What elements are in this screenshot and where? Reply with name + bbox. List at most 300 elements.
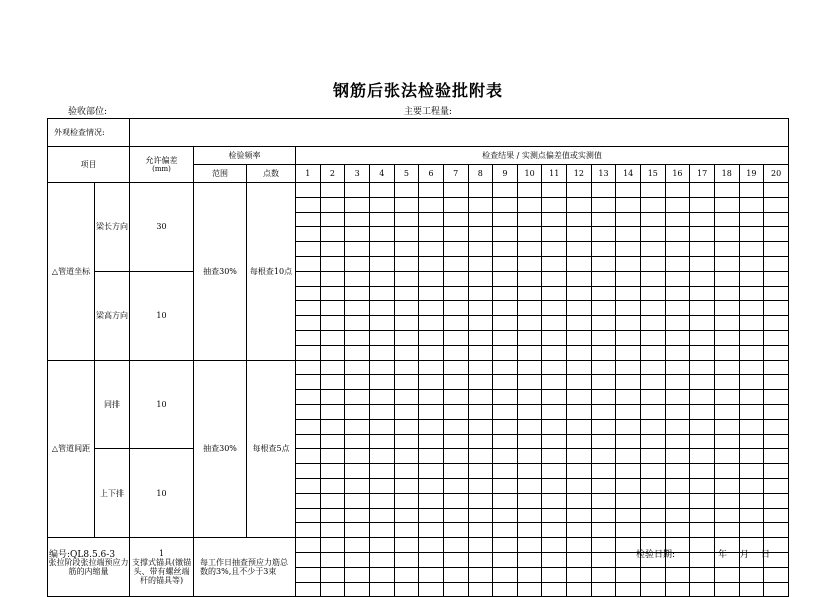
result-cell[interactable] bbox=[665, 449, 690, 464]
result-cell[interactable] bbox=[542, 197, 567, 212]
result-cell[interactable] bbox=[443, 390, 468, 405]
result-cell[interactable] bbox=[616, 478, 641, 493]
result-cell[interactable] bbox=[517, 552, 542, 567]
result-cell[interactable] bbox=[690, 316, 715, 331]
result-cell[interactable] bbox=[394, 493, 419, 508]
result-cell[interactable] bbox=[591, 286, 616, 301]
result-cell[interactable] bbox=[320, 478, 345, 493]
result-cell[interactable] bbox=[591, 242, 616, 257]
result-cell[interactable] bbox=[320, 449, 345, 464]
result-cell[interactable] bbox=[665, 390, 690, 405]
result-cell[interactable] bbox=[665, 256, 690, 271]
result-cell[interactable] bbox=[739, 434, 764, 449]
result-cell[interactable] bbox=[591, 301, 616, 316]
result-cell[interactable] bbox=[320, 301, 345, 316]
result-cell[interactable] bbox=[296, 464, 321, 479]
result-cell[interactable] bbox=[640, 404, 665, 419]
result-cell[interactable] bbox=[517, 493, 542, 508]
result-cell[interactable] bbox=[468, 360, 493, 375]
result-cell[interactable] bbox=[764, 183, 789, 198]
result-cell[interactable] bbox=[320, 316, 345, 331]
result-cell[interactable] bbox=[493, 523, 518, 538]
result-cell[interactable] bbox=[468, 183, 493, 198]
result-cell[interactable] bbox=[616, 464, 641, 479]
result-cell[interactable] bbox=[369, 316, 394, 331]
result-cell[interactable] bbox=[419, 242, 444, 257]
result-cell[interactable] bbox=[591, 582, 616, 597]
result-cell[interactable] bbox=[493, 419, 518, 434]
result-cell[interactable] bbox=[468, 508, 493, 523]
result-cell[interactable] bbox=[443, 345, 468, 360]
result-cell[interactable] bbox=[320, 212, 345, 227]
result-cell[interactable] bbox=[739, 478, 764, 493]
result-cell[interactable] bbox=[665, 360, 690, 375]
result-cell[interactable] bbox=[394, 404, 419, 419]
result-cell[interactable] bbox=[419, 227, 444, 242]
result-cell[interactable] bbox=[665, 271, 690, 286]
result-cell[interactable] bbox=[394, 538, 419, 553]
result-cell[interactable] bbox=[320, 197, 345, 212]
result-cell[interactable] bbox=[739, 419, 764, 434]
result-cell[interactable] bbox=[591, 419, 616, 434]
result-cell[interactable] bbox=[739, 212, 764, 227]
result-cell[interactable] bbox=[419, 478, 444, 493]
result-cell[interactable] bbox=[690, 404, 715, 419]
result-cell[interactable] bbox=[714, 523, 739, 538]
result-cell[interactable] bbox=[394, 449, 419, 464]
result-cell[interactable] bbox=[369, 567, 394, 582]
result-cell[interactable] bbox=[616, 375, 641, 390]
result-cell[interactable] bbox=[714, 227, 739, 242]
result-cell[interactable] bbox=[714, 271, 739, 286]
result-cell[interactable] bbox=[345, 567, 370, 582]
result-cell[interactable] bbox=[665, 227, 690, 242]
result-cell[interactable] bbox=[739, 197, 764, 212]
result-cell[interactable] bbox=[690, 197, 715, 212]
result-cell[interactable] bbox=[493, 256, 518, 271]
result-cell[interactable] bbox=[320, 375, 345, 390]
result-cell[interactable] bbox=[690, 567, 715, 582]
result-cell[interactable] bbox=[517, 271, 542, 286]
result-cell[interactable] bbox=[714, 375, 739, 390]
result-cell[interactable] bbox=[493, 552, 518, 567]
result-cell[interactable] bbox=[493, 345, 518, 360]
result-cell[interactable] bbox=[493, 197, 518, 212]
result-cell[interactable] bbox=[714, 286, 739, 301]
result-cell[interactable] bbox=[394, 464, 419, 479]
result-cell[interactable] bbox=[591, 316, 616, 331]
result-cell[interactable] bbox=[616, 567, 641, 582]
result-cell[interactable] bbox=[591, 478, 616, 493]
result-cell[interactable] bbox=[493, 390, 518, 405]
result-cell[interactable] bbox=[542, 375, 567, 390]
result-cell[interactable] bbox=[443, 582, 468, 597]
result-cell[interactable] bbox=[665, 345, 690, 360]
result-cell[interactable] bbox=[665, 316, 690, 331]
result-cell[interactable] bbox=[419, 212, 444, 227]
result-cell[interactable] bbox=[591, 375, 616, 390]
result-cell[interactable] bbox=[640, 256, 665, 271]
result-cell[interactable] bbox=[714, 390, 739, 405]
result-cell[interactable] bbox=[443, 493, 468, 508]
result-cell[interactable] bbox=[567, 523, 592, 538]
result-cell[interactable] bbox=[640, 419, 665, 434]
result-cell[interactable] bbox=[443, 212, 468, 227]
result-cell[interactable] bbox=[567, 183, 592, 198]
result-cell[interactable] bbox=[468, 478, 493, 493]
result-cell[interactable] bbox=[739, 404, 764, 419]
result-cell[interactable] bbox=[468, 256, 493, 271]
result-cell[interactable] bbox=[591, 197, 616, 212]
result-cell[interactable] bbox=[640, 197, 665, 212]
result-cell[interactable] bbox=[764, 197, 789, 212]
result-cell[interactable] bbox=[296, 552, 321, 567]
result-cell[interactable] bbox=[468, 390, 493, 405]
result-cell[interactable] bbox=[320, 271, 345, 286]
result-cell[interactable] bbox=[345, 301, 370, 316]
result-cell[interactable] bbox=[517, 508, 542, 523]
result-cell[interactable] bbox=[493, 582, 518, 597]
result-cell[interactable] bbox=[739, 286, 764, 301]
result-cell[interactable] bbox=[443, 330, 468, 345]
result-cell[interactable] bbox=[468, 449, 493, 464]
result-cell[interactable] bbox=[739, 567, 764, 582]
result-cell[interactable] bbox=[542, 183, 567, 198]
result-cell[interactable] bbox=[542, 271, 567, 286]
result-cell[interactable] bbox=[443, 183, 468, 198]
result-cell[interactable] bbox=[714, 345, 739, 360]
result-cell[interactable] bbox=[640, 227, 665, 242]
result-cell[interactable] bbox=[345, 508, 370, 523]
result-cell[interactable] bbox=[640, 345, 665, 360]
result-cell[interactable] bbox=[345, 316, 370, 331]
result-cell[interactable] bbox=[493, 183, 518, 198]
result-cell[interactable] bbox=[296, 419, 321, 434]
result-cell[interactable] bbox=[296, 360, 321, 375]
result-cell[interactable] bbox=[591, 345, 616, 360]
result-cell[interactable] bbox=[739, 183, 764, 198]
result-cell[interactable] bbox=[493, 271, 518, 286]
result-cell[interactable] bbox=[394, 582, 419, 597]
result-cell[interactable] bbox=[345, 227, 370, 242]
result-cell[interactable] bbox=[739, 508, 764, 523]
result-cell[interactable] bbox=[616, 345, 641, 360]
result-cell[interactable] bbox=[764, 508, 789, 523]
result-cell[interactable] bbox=[591, 212, 616, 227]
result-cell[interactable] bbox=[369, 478, 394, 493]
result-cell[interactable] bbox=[690, 330, 715, 345]
result-cell[interactable] bbox=[443, 286, 468, 301]
result-cell[interactable] bbox=[714, 212, 739, 227]
result-cell[interactable] bbox=[567, 301, 592, 316]
result-cell[interactable] bbox=[542, 301, 567, 316]
result-cell[interactable] bbox=[764, 301, 789, 316]
result-cell[interactable] bbox=[690, 212, 715, 227]
result-cell[interactable] bbox=[640, 183, 665, 198]
result-cell[interactable] bbox=[443, 271, 468, 286]
result-cell[interactable] bbox=[591, 493, 616, 508]
result-cell[interactable] bbox=[419, 375, 444, 390]
result-cell[interactable] bbox=[517, 227, 542, 242]
result-cell[interactable] bbox=[640, 271, 665, 286]
result-cell[interactable] bbox=[567, 464, 592, 479]
result-cell[interactable] bbox=[369, 330, 394, 345]
result-cell[interactable] bbox=[714, 404, 739, 419]
result-cell[interactable] bbox=[665, 301, 690, 316]
result-cell[interactable] bbox=[443, 242, 468, 257]
result-cell[interactable] bbox=[567, 434, 592, 449]
result-cell[interactable] bbox=[345, 552, 370, 567]
result-cell[interactable] bbox=[567, 212, 592, 227]
result-cell[interactable] bbox=[690, 552, 715, 567]
result-cell[interactable] bbox=[640, 582, 665, 597]
result-cell[interactable] bbox=[493, 464, 518, 479]
result-cell[interactable] bbox=[764, 434, 789, 449]
result-cell[interactable] bbox=[714, 478, 739, 493]
result-cell[interactable] bbox=[591, 360, 616, 375]
result-cell[interactable] bbox=[591, 330, 616, 345]
result-cell[interactable] bbox=[567, 390, 592, 405]
result-cell[interactable] bbox=[517, 538, 542, 553]
result-cell[interactable] bbox=[690, 242, 715, 257]
result-cell[interactable] bbox=[739, 582, 764, 597]
result-cell[interactable] bbox=[764, 227, 789, 242]
result-cell[interactable] bbox=[616, 449, 641, 464]
result-cell[interactable] bbox=[739, 464, 764, 479]
result-cell[interactable] bbox=[640, 286, 665, 301]
result-cell[interactable] bbox=[517, 360, 542, 375]
result-cell[interactable] bbox=[345, 582, 370, 597]
result-cell[interactable] bbox=[369, 508, 394, 523]
result-cell[interactable] bbox=[320, 227, 345, 242]
result-cell[interactable] bbox=[542, 286, 567, 301]
result-cell[interactable] bbox=[296, 390, 321, 405]
result-cell[interactable] bbox=[419, 390, 444, 405]
result-cell[interactable] bbox=[739, 345, 764, 360]
result-cell[interactable] bbox=[296, 301, 321, 316]
result-cell[interactable] bbox=[345, 286, 370, 301]
result-cell[interactable] bbox=[345, 256, 370, 271]
result-cell[interactable] bbox=[419, 256, 444, 271]
result-cell[interactable] bbox=[567, 316, 592, 331]
result-cell[interactable] bbox=[419, 183, 444, 198]
result-cell[interactable] bbox=[567, 227, 592, 242]
result-cell[interactable] bbox=[567, 286, 592, 301]
result-cell[interactable] bbox=[468, 301, 493, 316]
result-cell[interactable] bbox=[690, 183, 715, 198]
result-cell[interactable] bbox=[665, 582, 690, 597]
result-cell[interactable] bbox=[419, 345, 444, 360]
result-cell[interactable] bbox=[419, 360, 444, 375]
result-cell[interactable] bbox=[394, 523, 419, 538]
result-cell[interactable] bbox=[665, 523, 690, 538]
result-cell[interactable] bbox=[542, 434, 567, 449]
result-cell[interactable] bbox=[591, 271, 616, 286]
result-cell[interactable] bbox=[690, 464, 715, 479]
result-cell[interactable] bbox=[542, 242, 567, 257]
result-cell[interactable] bbox=[690, 390, 715, 405]
result-cell[interactable] bbox=[443, 301, 468, 316]
result-cell[interactable] bbox=[394, 301, 419, 316]
result-cell[interactable] bbox=[640, 375, 665, 390]
result-cell[interactable] bbox=[419, 523, 444, 538]
result-cell[interactable] bbox=[419, 434, 444, 449]
result-cell[interactable] bbox=[517, 419, 542, 434]
result-cell[interactable] bbox=[345, 419, 370, 434]
result-cell[interactable] bbox=[640, 242, 665, 257]
result-cell[interactable] bbox=[616, 330, 641, 345]
result-cell[interactable] bbox=[714, 582, 739, 597]
result-cell[interactable] bbox=[394, 419, 419, 434]
result-cell[interactable] bbox=[690, 538, 715, 553]
result-cell[interactable] bbox=[640, 434, 665, 449]
result-cell[interactable] bbox=[394, 197, 419, 212]
result-cell[interactable] bbox=[443, 567, 468, 582]
result-cell[interactable] bbox=[468, 197, 493, 212]
result-cell[interactable] bbox=[690, 256, 715, 271]
result-cell[interactable] bbox=[739, 523, 764, 538]
result-cell[interactable] bbox=[296, 538, 321, 553]
result-cell[interactable] bbox=[542, 464, 567, 479]
result-cell[interactable] bbox=[443, 464, 468, 479]
result-cell[interactable] bbox=[419, 197, 444, 212]
result-cell[interactable] bbox=[369, 582, 394, 597]
result-cell[interactable] bbox=[369, 404, 394, 419]
result-cell[interactable] bbox=[714, 242, 739, 257]
result-cell[interactable] bbox=[542, 360, 567, 375]
result-cell[interactable] bbox=[542, 256, 567, 271]
result-cell[interactable] bbox=[714, 464, 739, 479]
result-cell[interactable] bbox=[468, 404, 493, 419]
result-cell[interactable] bbox=[690, 493, 715, 508]
result-cell[interactable] bbox=[320, 242, 345, 257]
result-cell[interactable] bbox=[739, 375, 764, 390]
result-cell[interactable] bbox=[542, 345, 567, 360]
result-cell[interactable] bbox=[369, 301, 394, 316]
result-cell[interactable] bbox=[419, 330, 444, 345]
result-cell[interactable] bbox=[739, 227, 764, 242]
result-cell[interactable] bbox=[345, 493, 370, 508]
result-cell[interactable] bbox=[345, 183, 370, 198]
result-cell[interactable] bbox=[468, 464, 493, 479]
result-cell[interactable] bbox=[419, 464, 444, 479]
result-cell[interactable] bbox=[369, 345, 394, 360]
result-cell[interactable] bbox=[296, 212, 321, 227]
result-cell[interactable] bbox=[419, 286, 444, 301]
result-cell[interactable] bbox=[764, 316, 789, 331]
result-cell[interactable] bbox=[345, 449, 370, 464]
result-cell[interactable] bbox=[714, 183, 739, 198]
result-cell[interactable] bbox=[616, 419, 641, 434]
result-cell[interactable] bbox=[616, 493, 641, 508]
result-cell[interactable] bbox=[345, 360, 370, 375]
result-cell[interactable] bbox=[764, 330, 789, 345]
result-cell[interactable] bbox=[296, 404, 321, 419]
result-cell[interactable] bbox=[493, 286, 518, 301]
result-cell[interactable] bbox=[296, 316, 321, 331]
result-cell[interactable] bbox=[517, 212, 542, 227]
result-cell[interactable] bbox=[493, 227, 518, 242]
result-cell[interactable] bbox=[369, 449, 394, 464]
result-cell[interactable] bbox=[665, 183, 690, 198]
result-cell[interactable] bbox=[493, 242, 518, 257]
result-cell[interactable] bbox=[542, 508, 567, 523]
result-cell[interactable] bbox=[345, 330, 370, 345]
result-cell[interactable] bbox=[517, 464, 542, 479]
result-cell[interactable] bbox=[468, 212, 493, 227]
result-cell[interactable] bbox=[665, 197, 690, 212]
result-cell[interactable] bbox=[419, 404, 444, 419]
result-cell[interactable] bbox=[369, 552, 394, 567]
result-cell[interactable] bbox=[517, 256, 542, 271]
result-cell[interactable] bbox=[320, 419, 345, 434]
result-cell[interactable] bbox=[567, 582, 592, 597]
result-cell[interactable] bbox=[443, 552, 468, 567]
result-cell[interactable] bbox=[296, 582, 321, 597]
result-cell[interactable] bbox=[345, 375, 370, 390]
result-cell[interactable] bbox=[764, 256, 789, 271]
result-cell[interactable] bbox=[468, 316, 493, 331]
result-cell[interactable] bbox=[419, 419, 444, 434]
result-cell[interactable] bbox=[616, 212, 641, 227]
result-cell[interactable] bbox=[320, 567, 345, 582]
result-cell[interactable] bbox=[369, 242, 394, 257]
result-cell[interactable] bbox=[616, 360, 641, 375]
result-cell[interactable] bbox=[369, 256, 394, 271]
result-cell[interactable] bbox=[493, 360, 518, 375]
result-cell[interactable] bbox=[567, 330, 592, 345]
result-cell[interactable] bbox=[665, 493, 690, 508]
result-cell[interactable] bbox=[567, 493, 592, 508]
result-cell[interactable] bbox=[665, 286, 690, 301]
result-cell[interactable] bbox=[468, 271, 493, 286]
result-cell[interactable] bbox=[739, 360, 764, 375]
result-cell[interactable] bbox=[714, 493, 739, 508]
result-cell[interactable] bbox=[394, 212, 419, 227]
result-cell[interactable] bbox=[616, 242, 641, 257]
result-cell[interactable] bbox=[517, 330, 542, 345]
result-cell[interactable] bbox=[443, 419, 468, 434]
result-cell[interactable] bbox=[443, 523, 468, 538]
result-cell[interactable] bbox=[296, 523, 321, 538]
result-cell[interactable] bbox=[296, 478, 321, 493]
result-cell[interactable] bbox=[394, 375, 419, 390]
result-cell[interactable] bbox=[345, 464, 370, 479]
result-cell[interactable] bbox=[419, 552, 444, 567]
result-cell[interactable] bbox=[493, 434, 518, 449]
result-cell[interactable] bbox=[764, 582, 789, 597]
result-cell[interactable] bbox=[640, 493, 665, 508]
result-cell[interactable] bbox=[640, 523, 665, 538]
result-cell[interactable] bbox=[690, 449, 715, 464]
result-cell[interactable] bbox=[567, 360, 592, 375]
result-cell[interactable] bbox=[567, 242, 592, 257]
result-cell[interactable] bbox=[345, 242, 370, 257]
result-cell[interactable] bbox=[690, 434, 715, 449]
result-cell[interactable] bbox=[764, 493, 789, 508]
result-cell[interactable] bbox=[542, 478, 567, 493]
result-cell[interactable] bbox=[320, 183, 345, 198]
result-cell[interactable] bbox=[616, 508, 641, 523]
result-cell[interactable] bbox=[567, 404, 592, 419]
result-cell[interactable] bbox=[320, 390, 345, 405]
result-cell[interactable] bbox=[690, 345, 715, 360]
result-cell[interactable] bbox=[296, 183, 321, 198]
result-cell[interactable] bbox=[764, 404, 789, 419]
result-cell[interactable] bbox=[517, 316, 542, 331]
result-cell[interactable] bbox=[690, 508, 715, 523]
result-cell[interactable] bbox=[665, 404, 690, 419]
